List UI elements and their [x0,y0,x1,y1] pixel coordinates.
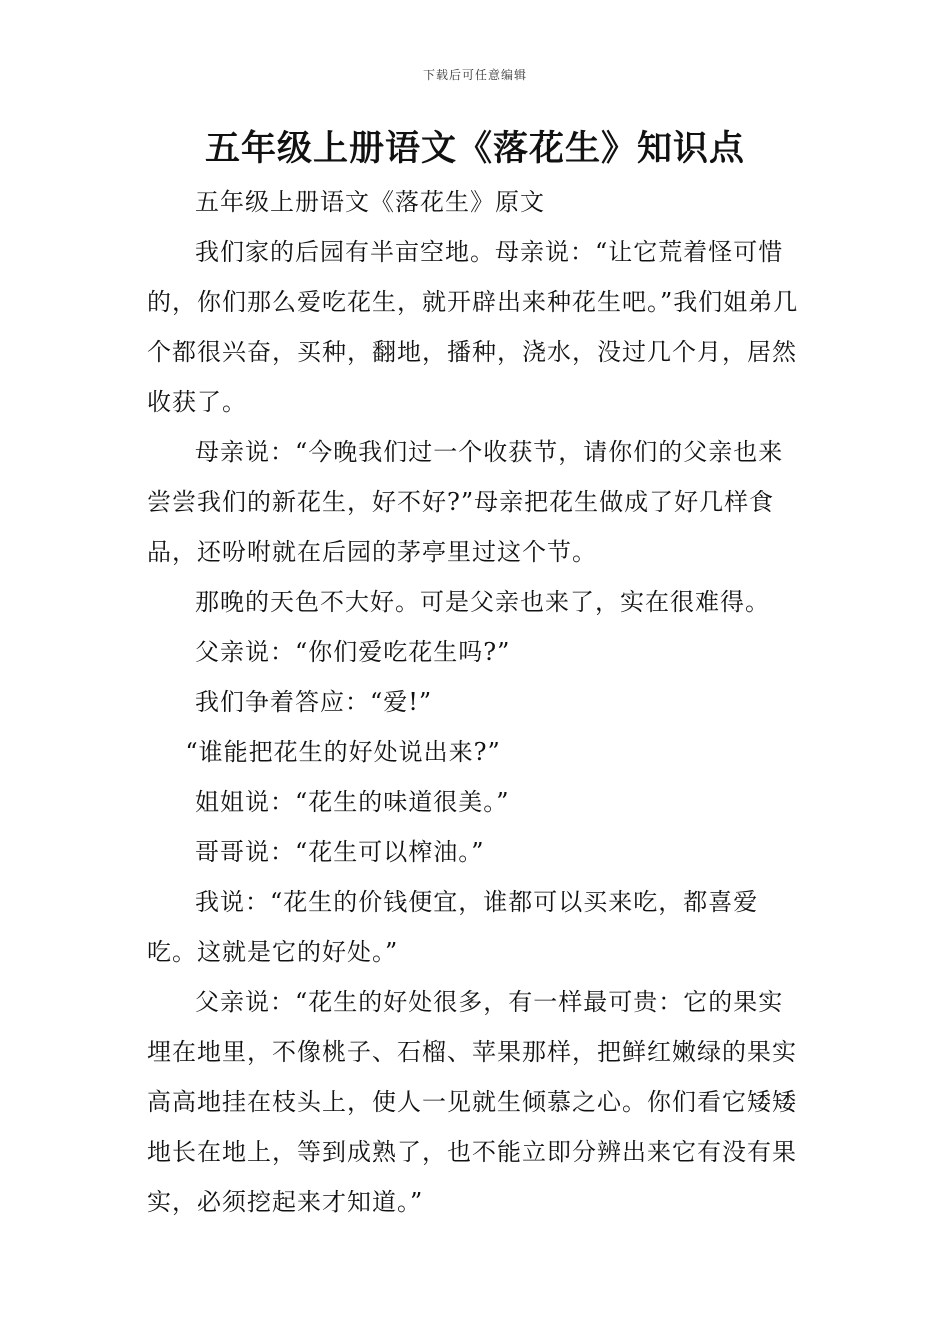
paragraph: 父亲说：“你们爱吃花生吗?” [195,638,511,666]
paragraph: 哥哥说：“花生可以榨油。” [195,838,485,866]
paragraph: 那晚的天色不大好。可是父亲也来了，实在很难得。 [195,588,770,616]
paragraph: 我们家的后园有半亩空地。母亲说：“让它荒着怪可惜的，你们那么爱吃花生，就开辟出来种花生吧。”我们姐弟几个都很兴奋，买种，翻地，播种，浇水，没过几个月，居然收获了。 [147,238,799,416]
paragraph: “谁能把花生的好处说出来?” [185,738,501,766]
paragraph: 我们争着答应：“爱!” [195,688,433,716]
header-note: 下载后可任意编辑 [422,68,527,82]
document-body [147,177,807,1227]
paragraph: 母亲说：“今晚我们过一个收获节，请你们的父亲也来尝尝我们的新花生，好不好?”母亲把花生做成了好几样食品，还吩咐就在后园的茅亭里过这个节。 [147,438,784,566]
document-title: 五年级上册语文《落花生》知识点 [204,129,745,169]
paragraph: 姐姐说：“花生的味道很美。” [195,788,510,816]
paragraph: 父亲说：“花生的好处很多，有一样最可贵：它的果实埋在地里，不像桃子、石榴、苹果那样，把鲜红嫩绿的果实高高地挂在枝头上，使人一见就生倾慕之心。你们看它矮矮地长在地上，等到成熟了，也不能立即分辨出来它有没有果实，必须挖起来才知道。” [147,988,797,1216]
paragraph-subtitle: 五年级上册语文《落花生》原文 [195,188,545,216]
paragraph: 我说：“花生的价钱便宜，谁都可以买来吃，都喜爱吃。这就是它的好处。” [147,888,759,966]
